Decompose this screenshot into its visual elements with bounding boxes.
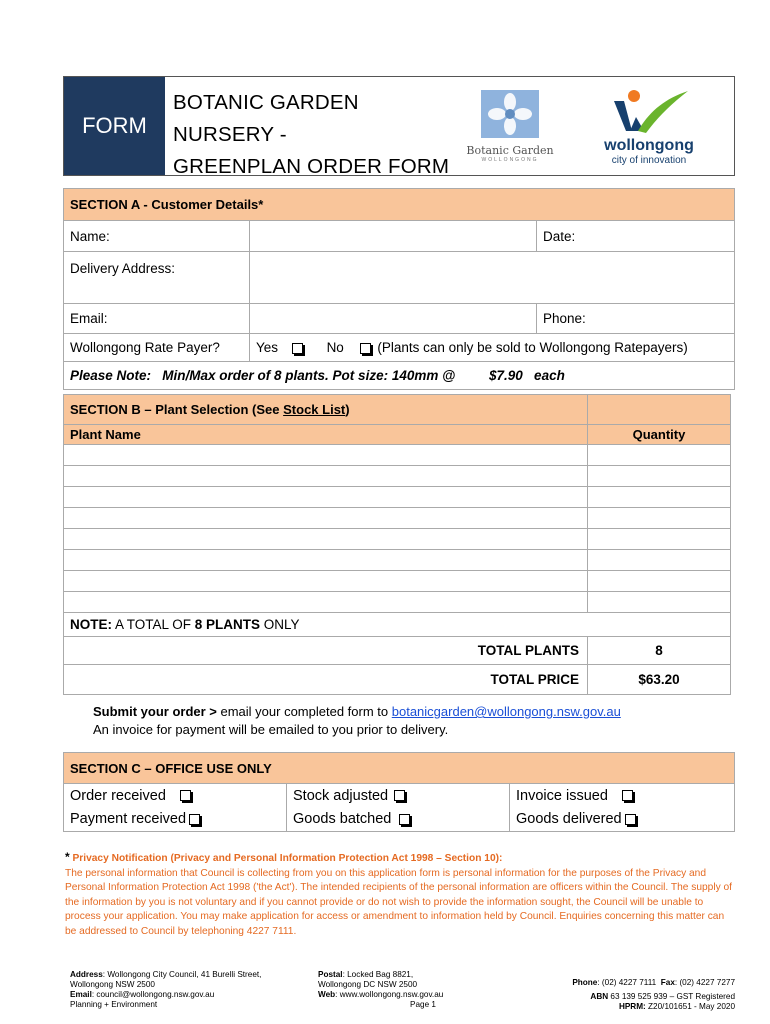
logos [462, 77, 734, 175]
footer-email-label: Email [70, 990, 92, 999]
name-label: Name: [64, 221, 250, 252]
rate-payer-label: Wollongong Rate Payer? [64, 334, 250, 362]
yes-label: Yes [256, 340, 279, 355]
plant-name-cell[interactable] [64, 529, 588, 550]
page-number: Page 1 [410, 1000, 436, 1009]
date-label[interactable]: Date: [537, 221, 735, 252]
footer-postal [318, 970, 443, 1010]
footer-email[interactable]: : council@wollongong.nsw.gov.au [91, 990, 215, 999]
form-title [165, 77, 462, 178]
botanic-garden-logo-name: Botanic Garden [466, 143, 554, 157]
no-checkbox[interactable] [360, 343, 371, 354]
stock-adjusted-checkbox[interactable] [394, 790, 405, 801]
stock-adjusted-cell [287, 784, 510, 808]
note-suffix: ONLY [260, 617, 300, 632]
plants-note [64, 613, 731, 637]
plant-name-cell[interactable] [64, 487, 588, 508]
rate-payer-note: (Plants can only be sold to Wollongong Ratepayers) [377, 340, 688, 355]
goods-delivered-label: Goods delivered [516, 811, 622, 828]
invoice-issued-checkbox[interactable] [622, 790, 633, 801]
wollongong-logo-name: wollongong [604, 136, 694, 154]
plant-name-cell[interactable] [64, 592, 588, 613]
rate-payer-options [250, 334, 735, 362]
form-label-box [64, 77, 165, 175]
plant-name-cell[interactable] [64, 508, 588, 529]
section-c-table [63, 752, 735, 832]
botanic-garden-emblem-icon [481, 90, 539, 138]
goods-delivered-cell [510, 808, 735, 832]
section-a-heading: SECTION A - Customer Details* [64, 189, 735, 221]
goods-batched-label: Goods batched [293, 811, 392, 828]
note-prefix: NOTE: [70, 617, 112, 632]
invoice-issued-cell [510, 784, 735, 808]
delivery-address-field[interactable] [250, 252, 735, 304]
form-title-line1: BOTANIC GARDEN NURSERY - [172, 91, 359, 146]
footer-postal-label: Postal [318, 970, 343, 979]
wollongong-logo [564, 87, 734, 166]
section-b-heading-suffix: ) [345, 402, 350, 417]
footer-web[interactable]: : www.wollongong.nsw.gov.au [335, 990, 444, 999]
footer-contact [548, 978, 735, 1012]
footer-address2: Wollongong NSW 2500 [70, 980, 155, 989]
order-received-label: Order received [70, 787, 166, 804]
footer-address [70, 970, 261, 1010]
note-bold: 8 PLANTS [194, 617, 261, 632]
footer-hprm-label: HPRM: [618, 1002, 646, 1011]
phone-label[interactable]: Phone: [537, 304, 735, 334]
order-received-cell [64, 784, 287, 808]
form-title-line2: GREENPLAN ORDER FORM [172, 155, 450, 178]
section-b-table [63, 394, 731, 695]
footer-phone: : (02) 4227 7111 [597, 978, 657, 987]
total-plants-label: TOTAL PLANTS [64, 637, 588, 665]
please-note: Please Note: Min/Max order of 8 plants. Pot size: 140mm @ $7.90 each [64, 362, 735, 390]
form-label: FORM [82, 113, 147, 138]
note-mid: A TOTAL OF [112, 617, 195, 632]
privacy-title: Privacy Notification (Privacy and Personal Information Protection Act 1998 – Section 10): [72, 853, 503, 864]
submit-email-link[interactable]: botanicgarden@wollongong.nsw.gov.au [391, 704, 621, 719]
no-label: No [326, 340, 344, 355]
quantity-cell[interactable] [588, 550, 731, 571]
form-header [63, 76, 735, 176]
footer-abn-label: ABN [590, 992, 609, 1001]
footer-postal: : Locked Bag 8821, [342, 970, 414, 979]
privacy-body: The personal information that Council is collecting from you on this application form is personal information for the purposes of the Privacy and Personal Information Protection Act 1998 ('the Act'). The intended recipients of the personal information are officers within the Council. The supply of the information by you is not voluntary and if you cannot provide or do not wish to provide the information sought, the Council will be unable to process your application. You may make application for access or amendment to information held by Council. Enquiries concerning this matter can be addressed to Council by telephoning 4227 7111. [65, 867, 733, 937]
footer-abn: 63 139 525 939 – GST Registered [608, 992, 735, 1001]
quantity-cell[interactable] [588, 571, 731, 592]
payment-received-cell [64, 808, 287, 832]
quantity-header: Quantity [588, 425, 731, 445]
yes-checkbox[interactable] [292, 343, 303, 354]
footer-fax: : (02) 4227 7277 [674, 978, 735, 987]
plant-name-header: Plant Name [64, 425, 588, 445]
submit-bold: Submit your order > [93, 704, 217, 719]
payment-received-checkbox[interactable] [189, 814, 200, 825]
email-label: Email: [64, 304, 250, 334]
plant-name-cell[interactable] [64, 466, 588, 487]
quantity-cell[interactable] [588, 466, 731, 487]
quantity-cell[interactable] [588, 487, 731, 508]
invoice-issued-label: Invoice issued [516, 787, 608, 804]
plant-name-cell[interactable] [64, 571, 588, 592]
quantity-cell[interactable] [588, 508, 731, 529]
asterisk: * [65, 850, 70, 864]
footer-division: Planning + Environment [70, 1000, 158, 1009]
plant-name-cell[interactable] [64, 445, 588, 466]
section-b-heading [64, 395, 588, 425]
privacy-notification [65, 850, 735, 939]
quantity-cell[interactable] [588, 445, 731, 466]
footer-fax-label: Fax [660, 978, 675, 987]
plant-name-cell[interactable] [64, 550, 588, 571]
total-plants-value[interactable]: 8 [588, 637, 731, 665]
footer-web-label: Web [318, 990, 336, 999]
total-price-value[interactable]: $63.20 [588, 665, 731, 695]
goods-batched-cell [287, 808, 510, 832]
quantity-cell[interactable] [588, 592, 731, 613]
section-b-heading-prefix: SECTION B – Plant Selection (See [70, 402, 284, 417]
total-price-label: TOTAL PRICE [64, 665, 588, 695]
order-received-checkbox[interactable] [180, 790, 191, 801]
wollongong-logo-tagline: city of innovation [611, 154, 687, 166]
section-c-heading: SECTION C – OFFICE USE ONLY [64, 753, 735, 784]
section-a-table [63, 188, 735, 390]
footer-hprm: Z20/101651 - May 2020 [645, 1002, 735, 1011]
section-b-heading-blank [588, 395, 731, 425]
delivery-address-label: Delivery Address: [64, 252, 250, 304]
botanic-garden-logo-sub: WOLLONGONG [481, 156, 539, 163]
submit-text: email your completed form to [216, 704, 392, 719]
email-field[interactable] [250, 304, 537, 334]
stock-adjusted-label: Stock adjusted [293, 787, 389, 804]
footer-postal2: Wollongong DC NSW 2500 [318, 980, 418, 989]
quantity-cell[interactable] [588, 529, 731, 550]
footer-phone-label: Phone [572, 978, 598, 987]
payment-received-label: Payment received [70, 811, 187, 828]
goods-batched-checkbox[interactable] [399, 814, 410, 825]
goods-delivered-checkbox[interactable] [625, 814, 636, 825]
footer-address: : Wollongong City Council, 41 Burelli Street, [102, 970, 262, 979]
footer-address-label: Address [70, 970, 103, 979]
stock-list-link[interactable]: Stock List [283, 402, 346, 417]
botanic-garden-logo [462, 90, 558, 163]
invoice-note: An invoice for payment will be emailed to you prior to delivery. [93, 722, 449, 737]
submit-instructions [93, 703, 621, 739]
wollongong-emblem-icon [604, 87, 694, 135]
name-field[interactable] [250, 221, 537, 252]
